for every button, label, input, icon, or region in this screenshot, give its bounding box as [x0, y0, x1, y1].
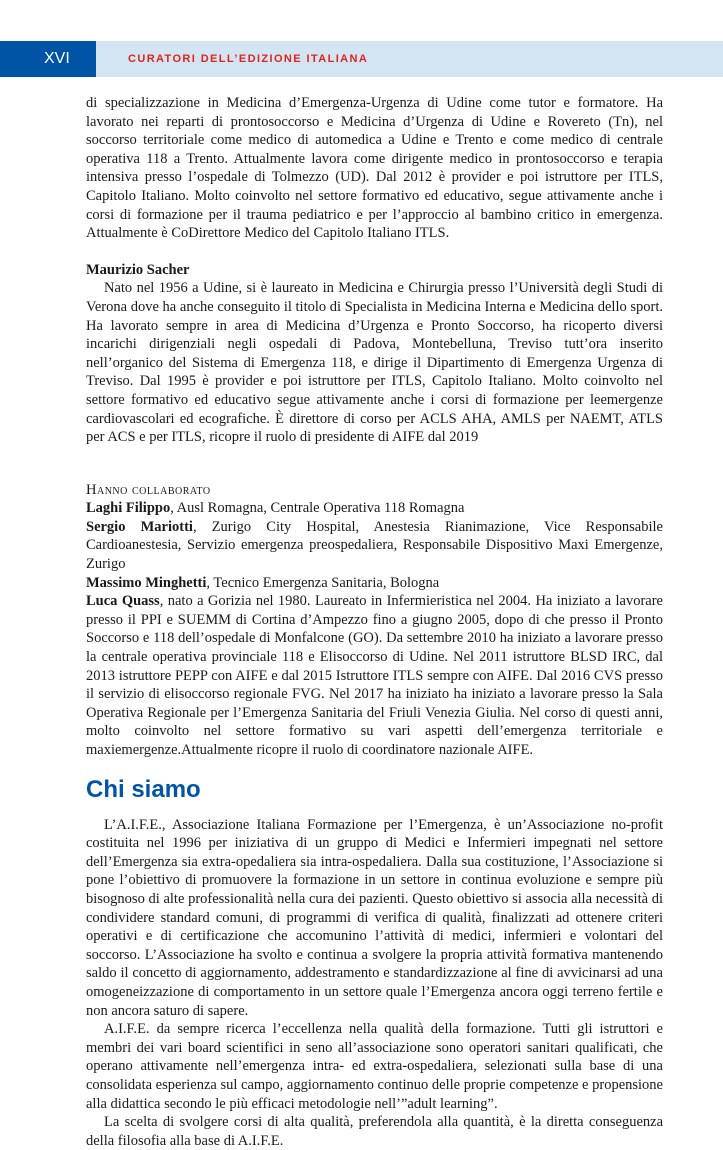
collaborators-heading: Hanno collaborato	[86, 481, 211, 498]
intro-paragraph: di specializzazione in Medicina d’Emergenza-Urgenza di Udine come tutor e formatore. Ha lavorato nei reparti di prontosoccorso e Medicina d’Urgenza di Udine e Rovereto (Tn), nel soccorso territoriale come medico di automedica a Udine e Trento e come medico di centrale operativa 118 a Trento. Attualmente lavora come dirigente medico in prontosoccorso e terapia intensiva presso l’ospedale di Tolmezzo (UD). Dal 2012 è provider e poi istruttore per ITLS, Capitolo Italiano. Molto coinvolto nel settore formativo ed educativo, segue attivamente anche i corsi di formazione per il trauma pediatrico e per l’approccio al bambino critico in emergenza. Attualmente è CoDirettore Medico del Capitolo Italiano ITLS.	[86, 95, 663, 242]
collaborator-entry	[86, 592, 663, 759]
collaborator-entry	[86, 574, 663, 593]
collaborator-name: Luca Quass	[86, 593, 160, 610]
chi-siamo-paragraph: L’A.I.F.E., Associazione Italiana Formazione per l’Emergenza, è un’Associazione no-profit costituita nel 1996 per iniziativa di un gruppo di Medici e Infermieri impegnati nel settore dell’Emergenza sia extra-opedaliera sia intra-ospedaliera. Dalla sua costituzione, l’Associazione si pone l’obiettivo di promuovere la formazione in un settore in continua evoluzione e sempre più bisognoso di alte professionalità nella cura dei pazienti. Questo obiettivo si associa alla necessità di condividere standard comuni, di programmi di verifica di qualità, finalizzati ad ottenere criteri operativi e di certificazione che accomunino l’attività di medici, infermieri e volontari del soccorso. L’Associazione ha svolto e continua a svolgere la propria attività formativa mantenendo saldo il concetto di aggiornamento, addestramento e standardizzazione al fine di avvicinarsi ad una omogeneizzazione di comportamento in un settore quale l’Emergenza ancora oggi terreno fertile e non ancora saturo di sapere.	[86, 816, 663, 1019]
section-title: CURATORI DELL’EDIZIONE ITALIANA	[128, 53, 369, 65]
running-header	[0, 41, 723, 77]
collaborator-details: , Zurigo City Hospital, Anestesia Rianimazione, Vice Responsabile Cardioanestesia, Servizio emergenza preospedaliera, Responsabile Dispositivo Maxi Emergenze, Zurigo	[86, 518, 663, 573]
chi-siamo-heading: Chi siamo	[86, 775, 201, 803]
collaborator-name: Massimo Minghetti	[86, 574, 207, 591]
collaborator-details: , Ausl Romagna, Centrale Operativa 118 Romagna	[170, 500, 465, 517]
chi-siamo-paragraph: La scelta di svolgere corsi di alta qualità, preferendola alla quantità, è la diretta conseguenza della filosofia alla base di A.I.F.E.	[86, 1114, 663, 1149]
collaborator-entry	[86, 499, 663, 518]
chi-siamo-paragraph: A.I.F.E. da sempre ricerca l’eccellenza nella qualità della formazione. Tutti gli istruttori e membri dei vari board scientifici in seno all’associazione sono operatori sanitari qualificati, che operano attivamente nell’emergenza intra- ed extra-ospedaliera, selezionati sulla base di una consolidata esperienza sul campo, aggiornamento continuo delle proprie competenze e propensione alla didattica secondo le più efficaci metodologie nell’”adult learning”.	[86, 1021, 663, 1112]
collaborator-name: Sergio Mariotti	[86, 518, 193, 535]
page-number: XVI	[0, 41, 96, 77]
author-bio-sacher: Nato nel 1956 a Udine, si è laureato in Medicina e Chirurgia presso l’Università degli Studi di Verona dove ha anche conseguito il titolo di Specialista in Medicina Interna e Medicina dello sport. Ha lavorato sempre in area di Medicina d’Urgenza e Pronto Soccorso, ha ricoperto diversi incarichi dirigenziali negli ospedali di Padova, Montebelluna, Treviso tutt’ora inserito nell’organico del Sistema di Emergenza 118, e dirige il Dipartimento di Emergenza Urgenza di Treviso. Dal 1995 è provider e poi istruttore per ITLS, Capitolo Italiano. Molto coinvolto nel settore formativo ed educativo segue attivamente anche i corsi di formazione per leemergenze cardiovascolari ed ecografiche. È direttore di corso per ACLS AHA, AMLS per NAEMT, ATLS per ACS e per ITLS, ricopre il ruolo di presidente di AIFE dal 2019	[86, 280, 663, 446]
collaborator-name: Laghi Filippo	[86, 500, 171, 517]
page-body	[86, 94, 663, 1150]
collaborator-details: , nato a Gorizia nel 1980. Laureato in Infermieristica nel 2004. Ha iniziato a lavorare presso il PPI e SUEMM di Cortina d’Ampezzo fino a giugno 2005, dopo di che presso il Pronto Soccorso e 118 dell’ospedale di Monfalcone (GO). Da settembre 2010 ha iniziato a lavorare presso la centrale operativa provinciale 118 e Elisoccorso di Udine. Nel 2011 istruttore BLSD IRC, dal 2013 istruttore PEPP con AIFE e dal 2015 Istruttore ITLS sempre con AIFE. Dal 2016 CVS presso il servizio di elisoccorso regionale FVG. Nel 2017 ha iniziato ha iniziato a lavorare presso la Sala Operativa Regionale per l’Emergenza Sanitaria del Friuli Venezia Giulia. Nel corso di questi anni, molto coinvolto nel settore formativo su vari aspetti dell’emergenza territoriale e maxiemergenze.Attualmente ricopre il ruolo di coordinatore nazionale AIFE.	[86, 593, 663, 758]
collaborator-entry	[86, 518, 663, 574]
collaborators-list	[86, 499, 663, 759]
author-name-sacher: Maurizio Sacher	[86, 261, 190, 278]
spacer	[86, 447, 663, 481]
collaborator-details: , Tecnico Emergenza Sanitaria, Bologna	[206, 574, 440, 591]
